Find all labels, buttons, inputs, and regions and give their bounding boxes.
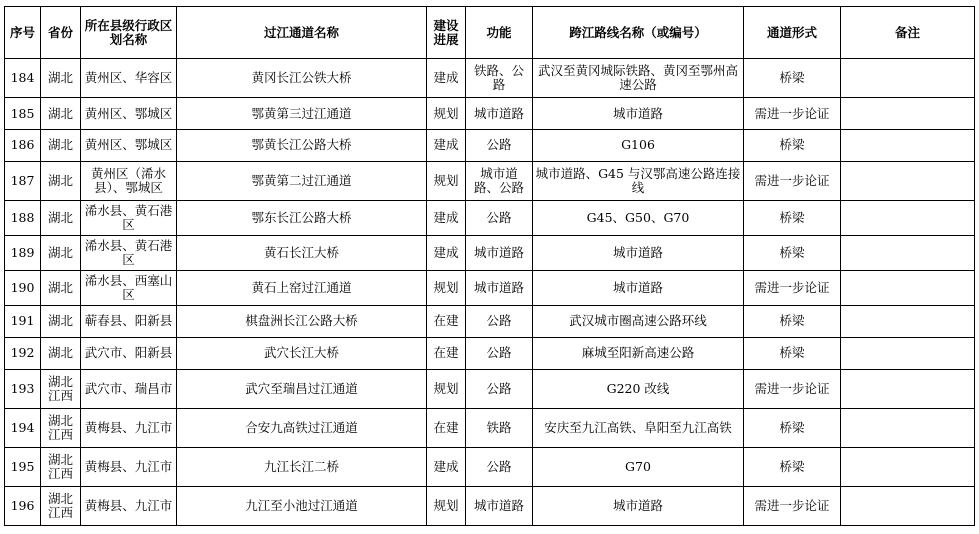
cell-route: G220 改线 <box>533 369 744 408</box>
cell-function: 城市道路 <box>466 486 533 525</box>
table-row <box>5 486 975 525</box>
cell-no: 190 <box>5 270 41 305</box>
cell-crossing-name: 鄂黄长江公路大桥 <box>177 129 427 161</box>
cell-status: 建成 <box>427 200 466 235</box>
cell-function: 城市道路 <box>466 98 533 130</box>
header-function: 功能 <box>466 7 533 59</box>
cell-note <box>841 235 975 270</box>
table-row <box>5 200 975 235</box>
cell-no: 189 <box>5 235 41 270</box>
cell-district: 黄梅县、九江市 <box>81 408 177 447</box>
cell-form: 需进一步论证 <box>744 161 841 200</box>
cell-function: 公路 <box>466 129 533 161</box>
cell-form: 桥梁 <box>744 447 841 486</box>
cell-note <box>841 337 975 369</box>
cell-no: 193 <box>5 369 41 408</box>
header-route: 跨江路线名称（或编号） <box>533 7 744 59</box>
cell-district: 浠水县、黄石港区 <box>81 235 177 270</box>
cell-note <box>841 447 975 486</box>
cell-note <box>841 369 975 408</box>
cell-no: 192 <box>5 337 41 369</box>
table-row <box>5 447 975 486</box>
cell-no: 191 <box>5 305 41 337</box>
cell-form: 桥梁 <box>744 408 841 447</box>
cell-route: 武汉至黄冈城际铁路、黄冈至鄂州高速公路 <box>533 59 744 98</box>
cell-district: 蕲春县、阳新县 <box>81 305 177 337</box>
cell-form: 桥梁 <box>744 235 841 270</box>
cell-province: 湖北江西 <box>41 447 81 486</box>
cell-status: 在建 <box>427 305 466 337</box>
cell-route: 城市道路 <box>533 235 744 270</box>
cell-no: 196 <box>5 486 41 525</box>
cell-no: 186 <box>5 129 41 161</box>
table-row <box>5 270 975 305</box>
river-crossings-table <box>4 6 975 526</box>
cell-no: 195 <box>5 447 41 486</box>
cell-note <box>841 200 975 235</box>
cell-form: 桥梁 <box>744 129 841 161</box>
cell-route: 城市道路 <box>533 270 744 305</box>
cell-status: 建成 <box>427 447 466 486</box>
cell-district: 黄梅县、九江市 <box>81 447 177 486</box>
cell-route: 麻城至阳新高速公路 <box>533 337 744 369</box>
cell-route: 城市道路 <box>533 486 744 525</box>
cell-crossing-name: 鄂东长江公路大桥 <box>177 200 427 235</box>
cell-district: 浠水县、黄石港区 <box>81 200 177 235</box>
cell-function: 铁路 <box>466 408 533 447</box>
cell-status: 规划 <box>427 98 466 130</box>
cell-note <box>841 408 975 447</box>
table-row <box>5 129 975 161</box>
cell-function: 公路 <box>466 337 533 369</box>
cell-no: 187 <box>5 161 41 200</box>
cell-status: 在建 <box>427 408 466 447</box>
cell-form: 需进一步论证 <box>744 486 841 525</box>
cell-province: 湖北 <box>41 305 81 337</box>
header-province: 省份 <box>41 7 81 59</box>
cell-province: 湖北江西 <box>41 408 81 447</box>
cell-form: 桥梁 <box>744 305 841 337</box>
header-row <box>5 7 975 59</box>
cell-status: 规划 <box>427 486 466 525</box>
cell-note <box>841 486 975 525</box>
cell-route: G45、G50、G70 <box>533 200 744 235</box>
table-row <box>5 337 975 369</box>
cell-province: 湖北 <box>41 98 81 130</box>
cell-district: 黄梅县、九江市 <box>81 486 177 525</box>
cell-crossing-name: 武穴长江大桥 <box>177 337 427 369</box>
cell-district: 武穴市、阳新县 <box>81 337 177 369</box>
cell-province: 湖北 <box>41 200 81 235</box>
cell-district: 浠水县、西塞山区 <box>81 270 177 305</box>
header-crossing-name: 过江通道名称 <box>177 7 427 59</box>
cell-province: 湖北江西 <box>41 486 81 525</box>
cell-crossing-name: 武穴至瑞昌过江通道 <box>177 369 427 408</box>
cell-route: G106 <box>533 129 744 161</box>
cell-crossing-name: 棋盘洲长江公路大桥 <box>177 305 427 337</box>
cell-status: 规划 <box>427 161 466 200</box>
header-form: 通道形式 <box>744 7 841 59</box>
cell-status: 规划 <box>427 369 466 408</box>
cell-function: 公路 <box>466 369 533 408</box>
cell-note <box>841 59 975 98</box>
cell-form: 桥梁 <box>744 200 841 235</box>
table-row <box>5 98 975 130</box>
cell-function: 公路 <box>466 200 533 235</box>
cell-no: 184 <box>5 59 41 98</box>
cell-province: 湖北江西 <box>41 369 81 408</box>
cell-crossing-name: 黄冈长江公铁大桥 <box>177 59 427 98</box>
table-row <box>5 408 975 447</box>
cell-note <box>841 98 975 130</box>
cell-note <box>841 270 975 305</box>
cell-district: 黄州区、华容区 <box>81 59 177 98</box>
cell-province: 湖北 <box>41 161 81 200</box>
table-row <box>5 59 975 98</box>
header-no: 序号 <box>5 7 41 59</box>
cell-function: 城市道路 <box>466 270 533 305</box>
cell-district: 黄州区、鄂城区 <box>81 98 177 130</box>
cell-province: 湖北 <box>41 337 81 369</box>
cell-route: 安庆至九江高铁、阜阳至九江高铁 <box>533 408 744 447</box>
cell-function: 城市道路 <box>466 235 533 270</box>
cell-form: 桥梁 <box>744 59 841 98</box>
table-row <box>5 369 975 408</box>
cell-crossing-name: 黄石长江大桥 <box>177 235 427 270</box>
header-district: 所在县级行政区划名称 <box>81 7 177 59</box>
cell-crossing-name: 黄石上窑过江通道 <box>177 270 427 305</box>
cell-note <box>841 129 975 161</box>
cell-route: 城市道路 <box>533 98 744 130</box>
cell-province: 湖北 <box>41 235 81 270</box>
cell-form: 需进一步论证 <box>744 369 841 408</box>
cell-form: 桥梁 <box>744 337 841 369</box>
cell-form: 需进一步论证 <box>744 270 841 305</box>
cell-province: 湖北 <box>41 129 81 161</box>
cell-crossing-name: 九江长江二桥 <box>177 447 427 486</box>
cell-crossing-name: 鄂黄第二过江通道 <box>177 161 427 200</box>
cell-note <box>841 305 975 337</box>
cell-district: 黄州区（浠水县）、鄂城区 <box>81 161 177 200</box>
cell-function: 公路 <box>466 447 533 486</box>
cell-route: 武汉城市圈高速公路环线 <box>533 305 744 337</box>
cell-form: 需进一步论证 <box>744 98 841 130</box>
cell-route: 城市道路、G45 与汉鄂高速公路连接线 <box>533 161 744 200</box>
cell-status: 规划 <box>427 270 466 305</box>
cell-district: 黄州区、鄂城区 <box>81 129 177 161</box>
header-note: 备注 <box>841 7 975 59</box>
cell-district: 武穴市、瑞昌市 <box>81 369 177 408</box>
cell-route: G70 <box>533 447 744 486</box>
cell-status: 建成 <box>427 235 466 270</box>
cell-province: 湖北 <box>41 270 81 305</box>
cell-province: 湖北 <box>41 59 81 98</box>
table-row <box>5 161 975 200</box>
cell-note <box>841 161 975 200</box>
cell-function: 城市道路、公路 <box>466 161 533 200</box>
cell-no: 194 <box>5 408 41 447</box>
cell-crossing-name: 合安九高铁过江通道 <box>177 408 427 447</box>
table-row <box>5 235 975 270</box>
cell-status: 建成 <box>427 129 466 161</box>
cell-crossing-name: 鄂黄第三过江通道 <box>177 98 427 130</box>
table-row <box>5 305 975 337</box>
header-status: 建设进展 <box>427 7 466 59</box>
cell-no: 188 <box>5 200 41 235</box>
cell-no: 185 <box>5 98 41 130</box>
cell-status: 在建 <box>427 337 466 369</box>
cell-function: 铁路、公路 <box>466 59 533 98</box>
cell-function: 公路 <box>466 305 533 337</box>
cell-status: 建成 <box>427 59 466 98</box>
cell-crossing-name: 九江至小池过江通道 <box>177 486 427 525</box>
